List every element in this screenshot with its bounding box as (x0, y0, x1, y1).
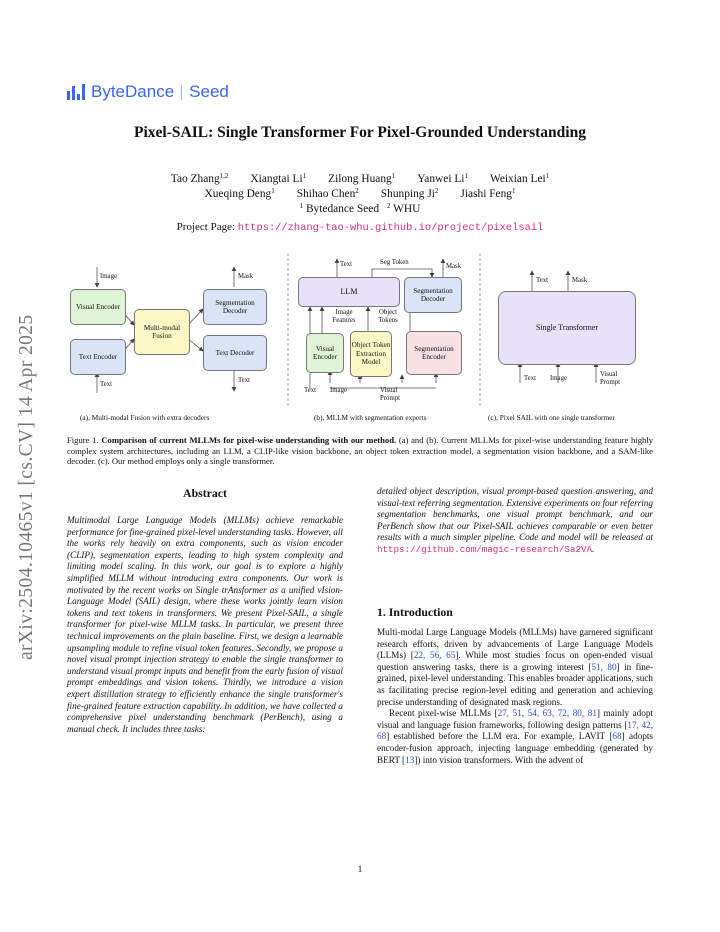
citation-link[interactable]: 22, 56, 65 (413, 650, 456, 661)
fig-c-text-in-label: Text (524, 375, 536, 382)
citation-link[interactable]: 17, 42, 68 (377, 719, 654, 742)
paper-title: Pixel-SAIL: Single Transformer For Pixel-Grounded Understanding (134, 124, 586, 141)
bytedance-seed-logo (67, 82, 229, 102)
affiliation (300, 203, 379, 215)
author-affiliation-mark: 1,2 (219, 172, 229, 180)
author-name: Weixian Lei$^1$ (489, 172, 550, 185)
figure-caption-label: Figure 1. (67, 435, 99, 445)
fig-b-object-token-model: Object Token Extraction Model (350, 331, 392, 377)
fig-c-visual-prompt-label: Visual Prompt (600, 371, 621, 386)
author-name: Tao Zhang$^{1,2}$ (170, 172, 229, 185)
intro-paragraph-2 (377, 708, 653, 766)
author-name: Xiangtai Li$^1$ (250, 172, 307, 185)
intro-text: ] in fine-grained, pixel-level understanding. This enables broader applications, such as facilitating precise region-level editing and generation and achieving precise understanding of designated mask regions. (377, 661, 654, 707)
author-name: Zilong Huang$^1$ (328, 172, 396, 185)
fig-a-fusion: Multi-modal Fusion (134, 309, 190, 355)
affiliation-name: Bytedance Seed (303, 203, 380, 215)
intro-paragraph-1 (377, 627, 653, 708)
fig-b-seg-encoder: Segmentation Encoder (406, 331, 462, 375)
intro-heading: 1. Introduction (377, 605, 453, 619)
author-name: Xueqing Deng$^1$ (204, 187, 275, 200)
abstract-text: Multimodal Large Language Models (MLLMs) achieve remarkable performance for fine-grained pixel-level understanding tasks. However, all the works rely heavily on extra components, such as vision encoder (CLIP), segmentation experts, leading to high system complexity and limiting model scaling. In this work, our goal is to explore a highly simplified MLLM without introducing extra components. Our work is motivated by the recent works on Single trAnsformer as a unified vIsion-Language Model (SAIL) design, where these works jointly learn vision tokens and text tokens in transformers. We present Pixel-SAIL, a single transformer for pixel-wise MLLM tasks. In particular, we present three technical improvements on the plain baseline. First, we design a learnable upsampling module to refine visual token features. Secondly, we propose a novel visual prompt injection strategy to enable the single transformer to understand visual prompt inputs and benefit from the early fusion of visual prompt embeddings and vision tokens. Thirdly, we introduce a vision expert distillation strategy to efficiently enhance the single transformer's fine-grained feature extraction capability. In addition, we have collected a comprehensive pixel understanding benchmark (PerBench), using a manual check. It includes three tasks: (67, 515, 343, 734)
page-number: 1 (357, 865, 363, 875)
sub-brand-name: Seed (189, 82, 229, 101)
fig-b-image-features-label: Image Features (332, 309, 356, 324)
fig-a-text-encoder: Text Encoder (70, 339, 126, 375)
fig-b-seg-decoder: Segmentation Decoder (404, 277, 462, 313)
fig-a-caption: (a), Multi-modal Fusion with extra decoders (80, 413, 210, 422)
fig-b-seg-token-label: Seg Token (380, 259, 409, 266)
author-name: Jiashi Feng$^1$ (460, 187, 516, 200)
intro-body (377, 627, 653, 766)
project-page-label: Project Page: (176, 221, 236, 233)
fig-b-llm: LLM (298, 277, 400, 307)
fig-a-seg-decoder: Segmentation Decoder (203, 289, 267, 325)
figure-caption (67, 435, 653, 467)
author-affiliation-mark: 1 (302, 172, 307, 180)
figure-caption-bold: Comparison of current MLLMs for pixel-wise understanding with our method. (101, 435, 397, 445)
intro-text: ] mainly adopt visual and language fusion frameworks, following design patterns [ (377, 708, 653, 730)
project-page-link[interactable]: https://zhang-tao-whu.github.io/project/pixelsail (237, 222, 544, 234)
code-link[interactable]: https://github.com/magic-research/Sa2VA (377, 543, 593, 555)
author-affiliation-mark: 1 (512, 187, 516, 195)
author-affiliation-mark: 2 (355, 187, 359, 195)
affiliations (60, 202, 660, 217)
author-name: Shunping Ji$^2$ (380, 187, 439, 200)
fig-b-mask-label: Mask (446, 263, 462, 270)
fig-b-caption: (b), MLLM with segmentation experts (314, 413, 427, 422)
figure-caption-rest: (a) and (b). Current MLLMs for pixel-wise understanding feature highly complex system architectures, including an LLM, a CLIP-like vision backbone, an object token extraction model, a segmentation vision backbone, and a SAM-like decoder. (c). Our method employs only a single transformer. (67, 435, 654, 467)
fig-c-mask-label: Mask (572, 277, 588, 284)
author-row-2 (60, 187, 660, 202)
intro-text: Multi-modal Large Language Models (MLLMs) have garnered significant research efforts, driven by advancements of Large Language Models (LLMs) [ (377, 627, 653, 661)
brand-divider (181, 85, 182, 100)
author-name: Shihao Chen$^2$ (296, 187, 359, 200)
intro-text: ] established before the LLM era. For example, LAVIT [ (386, 731, 613, 742)
abstract-continued-text: detailed object description, visual prompt-based question answering, and visual-text referring segmentation. Extensive experiments on four referring segmentation benchmarks, one visual prompt benchmark, and our PerBench show that our Pixel-SAIL achieves comparable or even better results with a much simpler pipeline. Code and model will be released at (377, 486, 653, 543)
arxiv-identifier: arXiv:2504.10465v1 [cs.CV] 14 Apr 2025 (16, 314, 37, 660)
fig-c-image-in-label: Image (550, 375, 567, 382)
fig-b-image-in-label: Image (330, 387, 347, 394)
author-affiliation-mark: 2 (434, 187, 439, 195)
fig-a-image-label: Image (100, 273, 117, 280)
figure-1 (60, 247, 660, 427)
abstract-heading: Abstract (183, 486, 227, 500)
fig-b-visual-prompt-label: Visual Prompt (380, 387, 401, 402)
fig-a-mask-label: Mask (238, 273, 254, 280)
fig-a-text-decoder: Text Decoder (203, 335, 267, 371)
author-affiliation-mark: 1 (271, 187, 275, 195)
project-page-line (0, 221, 720, 234)
intro-text: ] adopts encoder-fusion approach, injecting language embedding (generated by BERT [ (377, 731, 654, 765)
fig-b-object-tokens-label: Object Tokens (378, 309, 398, 324)
fig-c-caption: (c), Pixel SAIL with one single transformer (488, 413, 615, 422)
intro-text: Recent pixel-wise MLLMs [ (389, 708, 498, 719)
fig-b-text-out-label: Text (340, 261, 352, 268)
citation-link[interactable]: 68 (612, 731, 622, 742)
fig-b-visual-encoder: Visual Encoder (306, 333, 344, 373)
affiliation-name: WHU (390, 203, 421, 215)
citation-link[interactable]: 27, 51, 54, 63, 72, 80, 81 (497, 708, 597, 719)
author-row-1 (60, 172, 660, 187)
abstract-end: . (592, 543, 595, 554)
author-name: Yanwei Li$^1$ (417, 172, 468, 185)
citation-link[interactable]: 13 (405, 754, 415, 765)
affiliation (387, 203, 420, 215)
author-affiliation-mark: 1 (464, 172, 468, 180)
fig-b-text-in-label: Text (304, 387, 316, 394)
citation-link[interactable]: 51, 80 (591, 661, 617, 672)
affiliation-mark: 1 (299, 202, 304, 210)
bytedance-bars-icon (67, 84, 85, 100)
author-affiliation-mark: 1 (545, 172, 550, 180)
fig-a-text-in-label: Text (100, 381, 112, 388)
affiliation-mark: 2 (387, 202, 391, 210)
author-block (60, 172, 660, 217)
fig-a-text-out-label: Text (238, 377, 250, 384)
author-affiliation-mark: 1 (391, 172, 396, 180)
intro-text: ]. While most studies focus on open-ended visual question answering tasks, there is a growing interest [ (377, 650, 653, 672)
fig-c-text-out-label: Text (536, 277, 548, 284)
intro-text: ]) into vision transformers. With the advent of (414, 754, 584, 765)
abstract-body (67, 515, 343, 735)
fig-c-single-transformer: Single Transformer (498, 291, 636, 365)
fig-a-visual-encoder: Visual Encoder (70, 289, 126, 325)
brand-name: ByteDance (91, 82, 175, 101)
abstract-continued (377, 486, 653, 556)
